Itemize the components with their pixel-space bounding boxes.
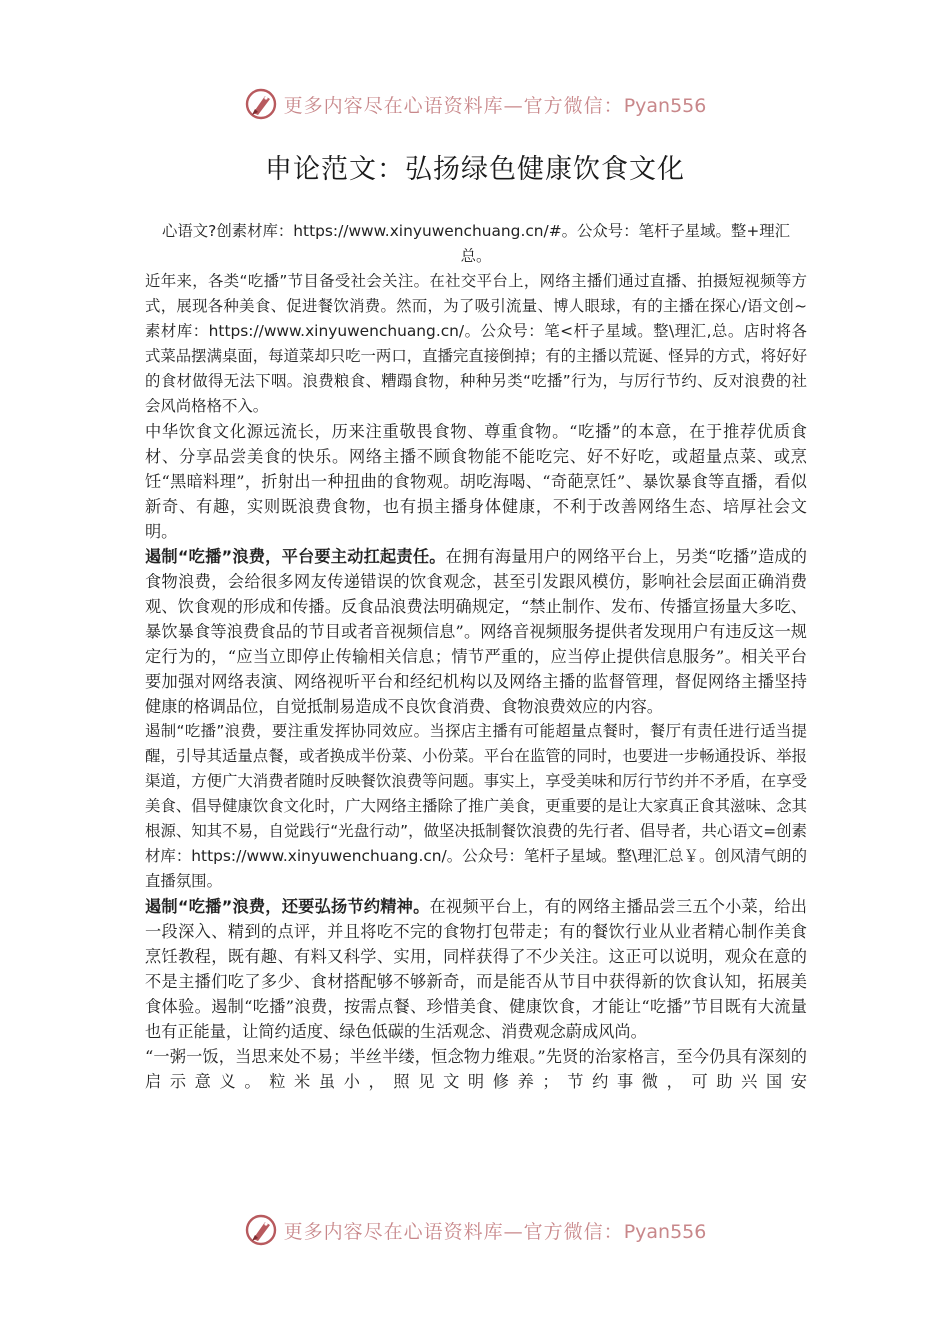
banner-text: 更多内容尽在心语资料库—官方微信：Pyan556	[283, 94, 707, 117]
article-body	[145, 219, 807, 1094]
pen-nib-logo-icon	[244, 87, 278, 121]
platform-responsibility-paragraph	[145, 544, 807, 719]
paragraph-lead: 遏制“吃播”浪费，还要弘扬节约精神。	[145, 897, 430, 916]
pen-nib-logo-icon	[244, 1213, 278, 1247]
frugality-paragraph	[145, 894, 807, 1044]
paragraph-lead: 遏制“吃播”浪费，平台要主动扛起责任。	[145, 547, 446, 566]
footer-banner	[0, 1210, 950, 1250]
intro-paragraph: 近年来，各类“吃播”节目备受社会关注。在社交平台上，网络主播们通过直播、拍摄短视频等方式，展现各种美食、促进餐饮消费。然而，为了吸引流量、博人眼球，有的主播在探心/语文创~素材库：https://www.xinyuwenchuang.cn/。公众号：笔<杆子星域。整\理汇,总。店时将各式菜品摆满桌面，每道菜却只吃一两口，直播完直接倒掉；有的主播以荒诞、怪异的方式，将好好的食材做得无法下咽。浪费粮食、糟蹋食物，种种另类“吃播”行为，与厉行节约、反对浪费的社会风尚格格不入。	[145, 272, 807, 415]
culture-paragraph: 中华饮食文化源远流长，历来注重敬畏食物、尊重食物。“吃播”的本意，在于推荐优质食材、分享品尝美食的快乐。网络主播不顾食物能不能吃完、好不好吃，或超量点菜、或烹饪“黑暗料理”，折射出一种扭曲的食物观。胡吃海喝、“奇葩烹饪”、暴饮暴食等直播，看似新奇、有趣，实则既浪费食物，也有损主播身体健康，不利于改善网络生态、培厚社会文明。	[145, 422, 807, 541]
paragraph-body: 在视频平台上，有的网络主播品尝三五个小菜，给出一段深入、精到的点评，并且将吃不完的食物打包带走；有的餐饮行业从业者精心制作美食烹饪教程，既有趣、有料又科学、实用，同样获得了不少关注。这正可以说明，观众在意的不是主播们吃了多少、食材搭配够不够新奇，而是能否从节目中获得新的饮食认知，拓展美食体验。遏制“吃播”浪费，按需点餐、珍惜美食、健康饮食，才能让“吃播”节目既有大流量也有正能量，让简约适度、绿色低碳的生活观念、消费观念蔚成风尚。	[145, 897, 807, 1041]
source-note-paragraph: 心语文?创素材库：https://www.xinyuwenchuang.cn/#。公众号：笔杆子星域。整+理汇总。	[162, 222, 790, 265]
synergy-paragraph: 遏制“吃播”浪费，要注重发挥协同效应。当探店主播有可能超量点餐时，餐厅有责任进行适当提醒，引导其适量点餐，或者换成半份菜、小份菜。平台在监管的同时，也要进一步畅通投诉、举报渠道，方便广大消费者随时反映餐饮浪费等问题。事实上，享受美味和厉行节约并不矛盾，在享受美食、倡导健康饮食文化时，广大网络主播除了推广美食，更重要的是让大家真正食其滋味、念其根源、知其不易，自觉践行“光盘行动”，做坚决抵制餐饮浪费的先行者、倡导者，共心语文=创素材库：https://www.xinyuwenchuang.cn/。公众号：笔杆子星域。整\理汇总￥。创风清气朗的直播氛围。	[145, 722, 807, 890]
banner-text: 更多内容尽在心语资料库—官方微信：Pyan556	[283, 1220, 707, 1243]
header-banner	[0, 84, 950, 124]
document-title: 申论范文：弘扬绿色健康饮食文化	[265, 154, 685, 185]
conclusion-paragraph: “一粥一饭，当思来处不易；半丝半缕，恒念物力维艰。”先贤的治家格言，至今仍具有深刻的启示意义。粒米虽小，照见文明修养；节约事微，可助兴国安	[145, 1047, 807, 1091]
paragraph-body: 在拥有海量用户的网络平台上，另类“吃播”造成的食物浪费，会给很多网友传递错误的饮食观念，甚至引发跟风模仿，影响社会层面正确消费观、饮食观的形成和传播。反食品浪费法明确规定，“禁止制作、发布、传播宣扬量大多吃、暴饮暴食等浪费食品的节目或者音视频信息”。网络音视频服务提供者发现用户有违反这一规定行为的，“应当立即停止传输相关信息；情节严重的，应当停止提供信息服务”。相关平台要加强对网络表演、网络视听平台和经纪机构以及网络主播的监督管理，督促网络主播坚持健康的格调品位，自觉抵制易造成不良饮食消费、食物浪费效应的内容。	[145, 547, 807, 716]
